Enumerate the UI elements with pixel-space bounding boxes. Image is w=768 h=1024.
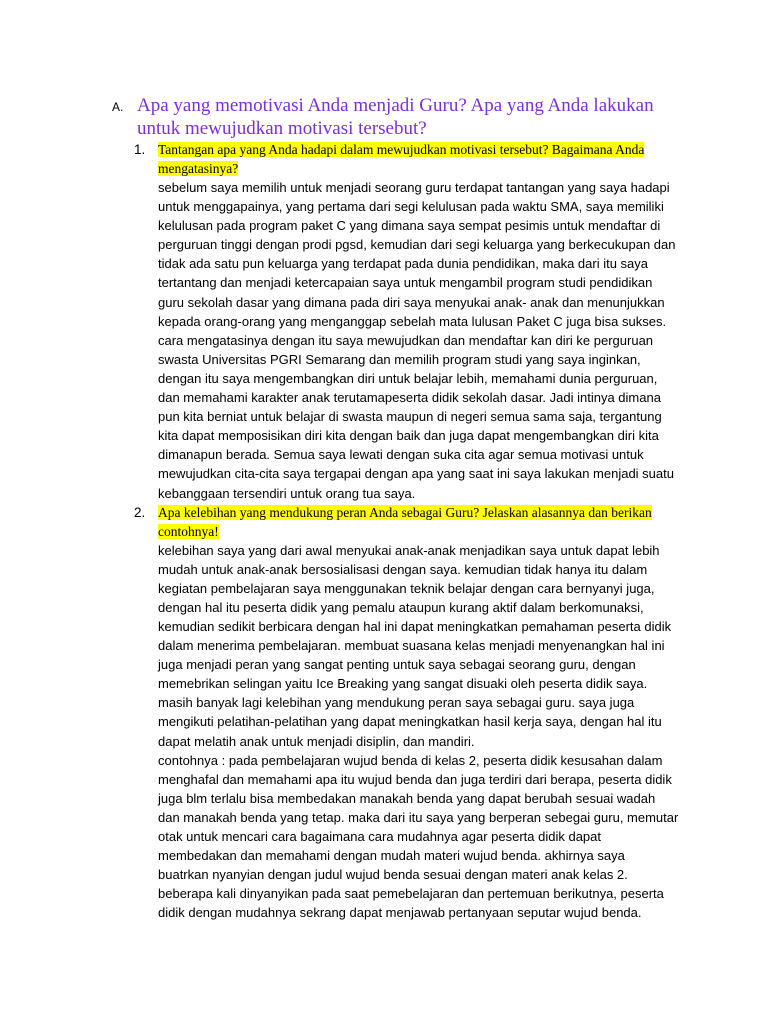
- answer-paragraph: kelebihan saya yang dari awal menyukai anak-anak menjadikan saya untuk dapat lebih mudah untuk anak-anak bersosialisasi dengan saya. kemudian tidak hanya itu dalam kegiatan pembelajaran saya menggunakan teknik belajar dengan cara bernyanyi juga, dengan hal itu peserta didik yang pemalu ataupun kurang aktif dalam berkomunaksi, kemudian sedikit berbicara dengan hal ini dapat meningkatkan pemahaman peserta didik dalam menerima pembelajaran. membuat suasana kelas menjadi menyenangkan hal ini juga menjadi peran yang sangat penting untuk saya sebagai seorang guru, dengan memebrikan selingan yaitu Ice Breaking yang sangat disuaki oleh peserta didik saya. masih banyak lagi kelebihan yang mendukung peran saya sebagai guru. saya juga mengikuti pelatihan-pelatihan yang dapat meningkatkan hasil kerja saya, dengan hal itu dapat melatih anak untuk menjadi disiplin, dan mandiri.: [158, 542, 672, 749]
- section-a: [112, 94, 682, 140]
- question-number: 1.: [134, 142, 146, 157]
- answer-paragraph: sebelum saya memilih untuk menjadi seorang guru terdapat tantangan yang saya hadapi untuk menggapainya, yang pertama dari segi kelulusan pada waktu SMA, saya memiliki kelulusan pada program paket C yang dimana saya sempat pesimis untuk mendaftar di perguruan tinggi dengan prodi pgsd, kemudian dari segi keluarga yang berkecukupan dan tidak ada satu pun keluarga yang terdapat pada dunia pendidikan, maka dari itu saya tertantang dan menjadi ketercapaian saya untuk mengambil program studi pendidikan guru sekolah dasar yang dimana pada diri saya menyukai anak- anak dan menunjukkan kepada orang-orang yang menganggap sebelah mata lulusan Paket C juga bisa sukses. cara mengatasinya dengan itu saya mewujudkan dan mendaftar kan diri ke perguruan swasta Universitas PGRI Semarang dan memilih program studi yang saya inginkan, dengan itu saya mengembangkan diri untuk belajar lebih, memahami dunia perguruan, dan memahami karakter anak terutamapeserta didik sekolah dasar. Jadi intinya dimana pun kita berniat untuk belajar di swasta maupun di negeri semua sama saja, tergantung kita dapat memposisikan diri kita dengan baik dan juga dapat mengembangkan diri kita dimanapun berada. Semua saya lewati dengan suka cita agar semua motivasi untuk mewujudkan cita-cita saya tergapai dengan apa yang saat ini saya lakukan menjadi suatu kebanggaan tersendiri untuk orang tua saya.: [158, 180, 676, 501]
- question-item: [134, 140, 679, 503]
- question-text: Tantangan apa yang Anda hadapi dalam mewujudkan motivasi tersebut? Bagaimana Anda mengatasinya?: [158, 142, 645, 176]
- question-body: [158, 503, 679, 923]
- question-list: [134, 140, 679, 922]
- question-item: [134, 503, 679, 923]
- question-text: Apa kelebihan yang mendukung peran Anda sebagai Guru? Jelaskan alasannya dan berikan contohnya!: [158, 504, 652, 539]
- question-heading: [158, 503, 679, 541]
- question-body: [158, 140, 679, 503]
- question-number: 2.: [134, 504, 146, 520]
- question-heading: [158, 140, 679, 178]
- section-title: Apa yang memotivasi Anda menjadi Guru? Apa yang Anda lakukan untuk mewujudkan motivasi tersebut?: [137, 95, 654, 139]
- section-marker: A.: [112, 100, 124, 114]
- example-paragraph: contohnya : pada pembelajaran wujud benda di kelas 2, peserta didik kesusahan dalam menghafal dan memahami apa itu wujud benda dan juga terdiri dari berapa, peserta didik juga blm terlalu bisa membedakan manakah benda yang dapat berubah sesuai wadah dan manakah benda yang tetap. maka dari itu saya yang berperan sebegai guru, memutar otak untuk mencari cara bagaimana cara mudahnya agar peserta didik dapat membedakan dan memahami dengan mudah materi wujud benda. akhirnya saya buatrkan nyanyian dengan judul wujud benda sesuai dengan materi anak kelas 2. beberapa kali dinyanyikan pada saat pemebelajaran dan pertemuan berikutnya, peserta didik dengan mudahnya sekrang dapat menjawab pertanyaan seputar wujud benda.: [158, 752, 679, 921]
